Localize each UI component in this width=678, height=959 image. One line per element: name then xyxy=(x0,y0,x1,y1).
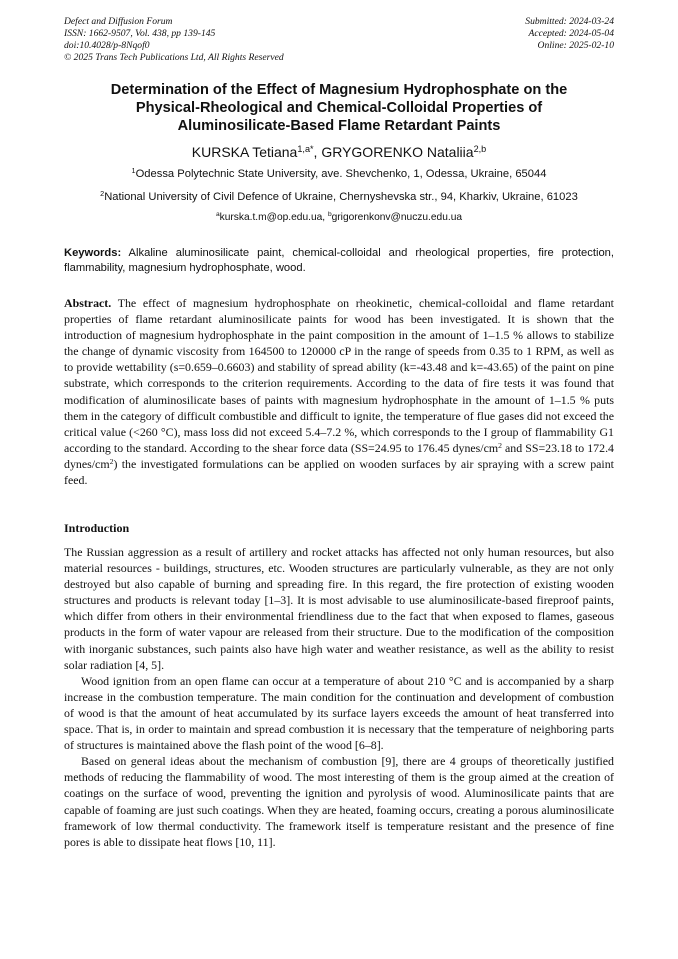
copyright-line: © 2025 Trans Tech Publications Ltd, All Rights Reserved xyxy=(64,52,284,63)
author-separator: , xyxy=(313,144,322,160)
abstract-label: Abstract. xyxy=(64,296,112,310)
email-mark: b xyxy=(327,211,332,219)
keywords-section xyxy=(64,246,614,276)
keywords-text: Alkaline aluminosilicate paint, chemical-colloidal and rheological properties, fire protection, flammability, magnesium hydrophosphate, wood. xyxy=(64,247,614,274)
accepted-date: Accepted: 2024-05-04 xyxy=(528,28,614,39)
affiliation-mark: 1 xyxy=(131,166,136,175)
introduction-body xyxy=(64,544,614,850)
affiliation xyxy=(20,190,658,204)
title-line: Aluminosilicate-Based Flame Retardant Paints xyxy=(177,118,501,134)
affiliation-text: National University of Civil Defence of Ukraine, Chernyshevska str., 94, Kharkiv, Ukraine, 61023 xyxy=(104,191,578,203)
abstract-text: The effect of magnesium hydrophosphate on rheokinetic, chemical-colloidal and flame retardant properties of flame retardant aluminosilicate paints for wood has been investigated. It is shown that the introduction of magnesium hydrophosphate in the paint composition in the amount of 1–1.5 % allows to stabilize the change of dynamic viscosity from 164500 to 120000 cP in the range of speeds from 0.35 to 1 RPM, as well as to provide wettability (s=0.659–0.6603) and stability of spread ability (k=-43.48 and k=-43.65) of the paint on pine substrate, which corresponds to the criterion requirements. According to the data of fire tests it was found that modification of aluminosilicate bases of paints with magnesium hydrophosphate in the amount of 1–1.5 % puts them in the category of difficult combustible and difficult to ignite, the temperature of flue gases did not exceed the critical value (<260 °C), mass loss did not exceed 5.4–7.2 %, which corresponds to the I group of flammability G1 according to the standard. According to the shear force data (SS=24.95 to 176.45 dynes/cm xyxy=(64,296,614,455)
title-line: Determination of the Effect of Magnesium Hydrophosphate on the xyxy=(110,82,568,98)
author-emails xyxy=(40,211,638,224)
affiliation-mark: 2 xyxy=(100,189,105,198)
doi-line[interactable]: doi:10.4028/p-8Nqof0 xyxy=(64,40,150,51)
keywords-label: Keywords: xyxy=(64,247,122,259)
abstract-section xyxy=(64,295,614,488)
issn-line: ISSN: 1662-9507, Vol. 438, pp 139-145 xyxy=(64,28,216,39)
author-list xyxy=(40,143,638,161)
author-name: GRYGORENKO Nataliia xyxy=(321,144,474,160)
author-affiliation-mark: 2,b xyxy=(473,144,487,154)
title-line: Physical-Rheological and Chemical-Colloidal Properties of xyxy=(135,100,543,116)
paper-title xyxy=(60,81,618,135)
affiliation-text: Odessa Polytechnic State University, ave. Shevchenko, 1, Odessa, Ukraine, 65044 xyxy=(135,168,547,180)
author-name: KURSKA Tetiana xyxy=(191,144,298,160)
superscript: 2 xyxy=(109,456,114,466)
superscript: 2 xyxy=(498,440,502,450)
journal-name: Defect and Diffusion Forum xyxy=(64,16,173,27)
affiliation xyxy=(20,167,658,181)
paragraph: Based on general ideas about the mechanism of combustion [9], there are 4 groups of theoretically justified methods of reducing the flammability of wood. The most interesting of them is the group aimed at the creation of coatings on the surface of wood, preventing the ignition and pyrolysis of wood. Aluminosilicate paints that are capable of foaming are just such coatings. When they are heated, foaming occurs, creating a porous aluminosilicate framework of low thermal conductivity. The framework itself is temperature resistant and the presence of fine pores is able to dissipate heat flows [10, 11]. xyxy=(64,754,614,849)
abstract-text: ) the investigated formulations can be applied on wooden surfaces by air spraying with a screw paint feed. xyxy=(64,456,614,488)
email-mark: a xyxy=(215,211,220,219)
publication-dates xyxy=(525,16,614,52)
online-date: Online: 2025-02-10 xyxy=(537,40,614,51)
author-affiliation-mark: 1,a* xyxy=(297,144,314,154)
section-heading: Introduction xyxy=(64,521,130,535)
abstract-text: and SS=23.18 to 172.4 dynes/cm xyxy=(64,440,614,471)
journal-info xyxy=(64,16,284,64)
email-link[interactable]: kurska.t.m@op.edu.ua, xyxy=(219,212,328,223)
paragraph: The Russian aggression as a result of artillery and rocket attacks has affected not only human resources, but also material resources - buildings, structures, etc. Wooden structures are particularly vulnerable, as they are not only destroyed but also capable of burning and spreading fire. In this regard, the fire protection of existing wooden structures and products is relevant today [1–3]. It is most advisable to use aluminosilicate-based fireproof paints, which differ from others in their environmental friendliness due to the fact that when exposed to flames, gaseous products in the form of water vapour are released from their structure. Due to the modification of the composition with inorganic substances, such paints also have high water and weather resistance, as well as the ability to resist solar radiation [4, 5]. xyxy=(64,545,614,672)
submitted-date: Submitted: 2024-03-24 xyxy=(525,16,614,27)
email-link[interactable]: grigorenkonv@nuczu.edu.ua xyxy=(331,212,463,223)
paragraph: Wood ignition from an open flame can occur at a temperature of about 210 °C and is accompanied by a sharp increase in the combustion temperature. The main condition for the continuation and development of combustion of wood is that the amount of heat accumulated by its surface layers exceeds the amount of heat transferred into space. That is, in order to maintain and spread combustion it is necessary that the temperature of neighboring parts of structures is maintained above the flash point of the wood [6–8]. xyxy=(64,673,614,753)
